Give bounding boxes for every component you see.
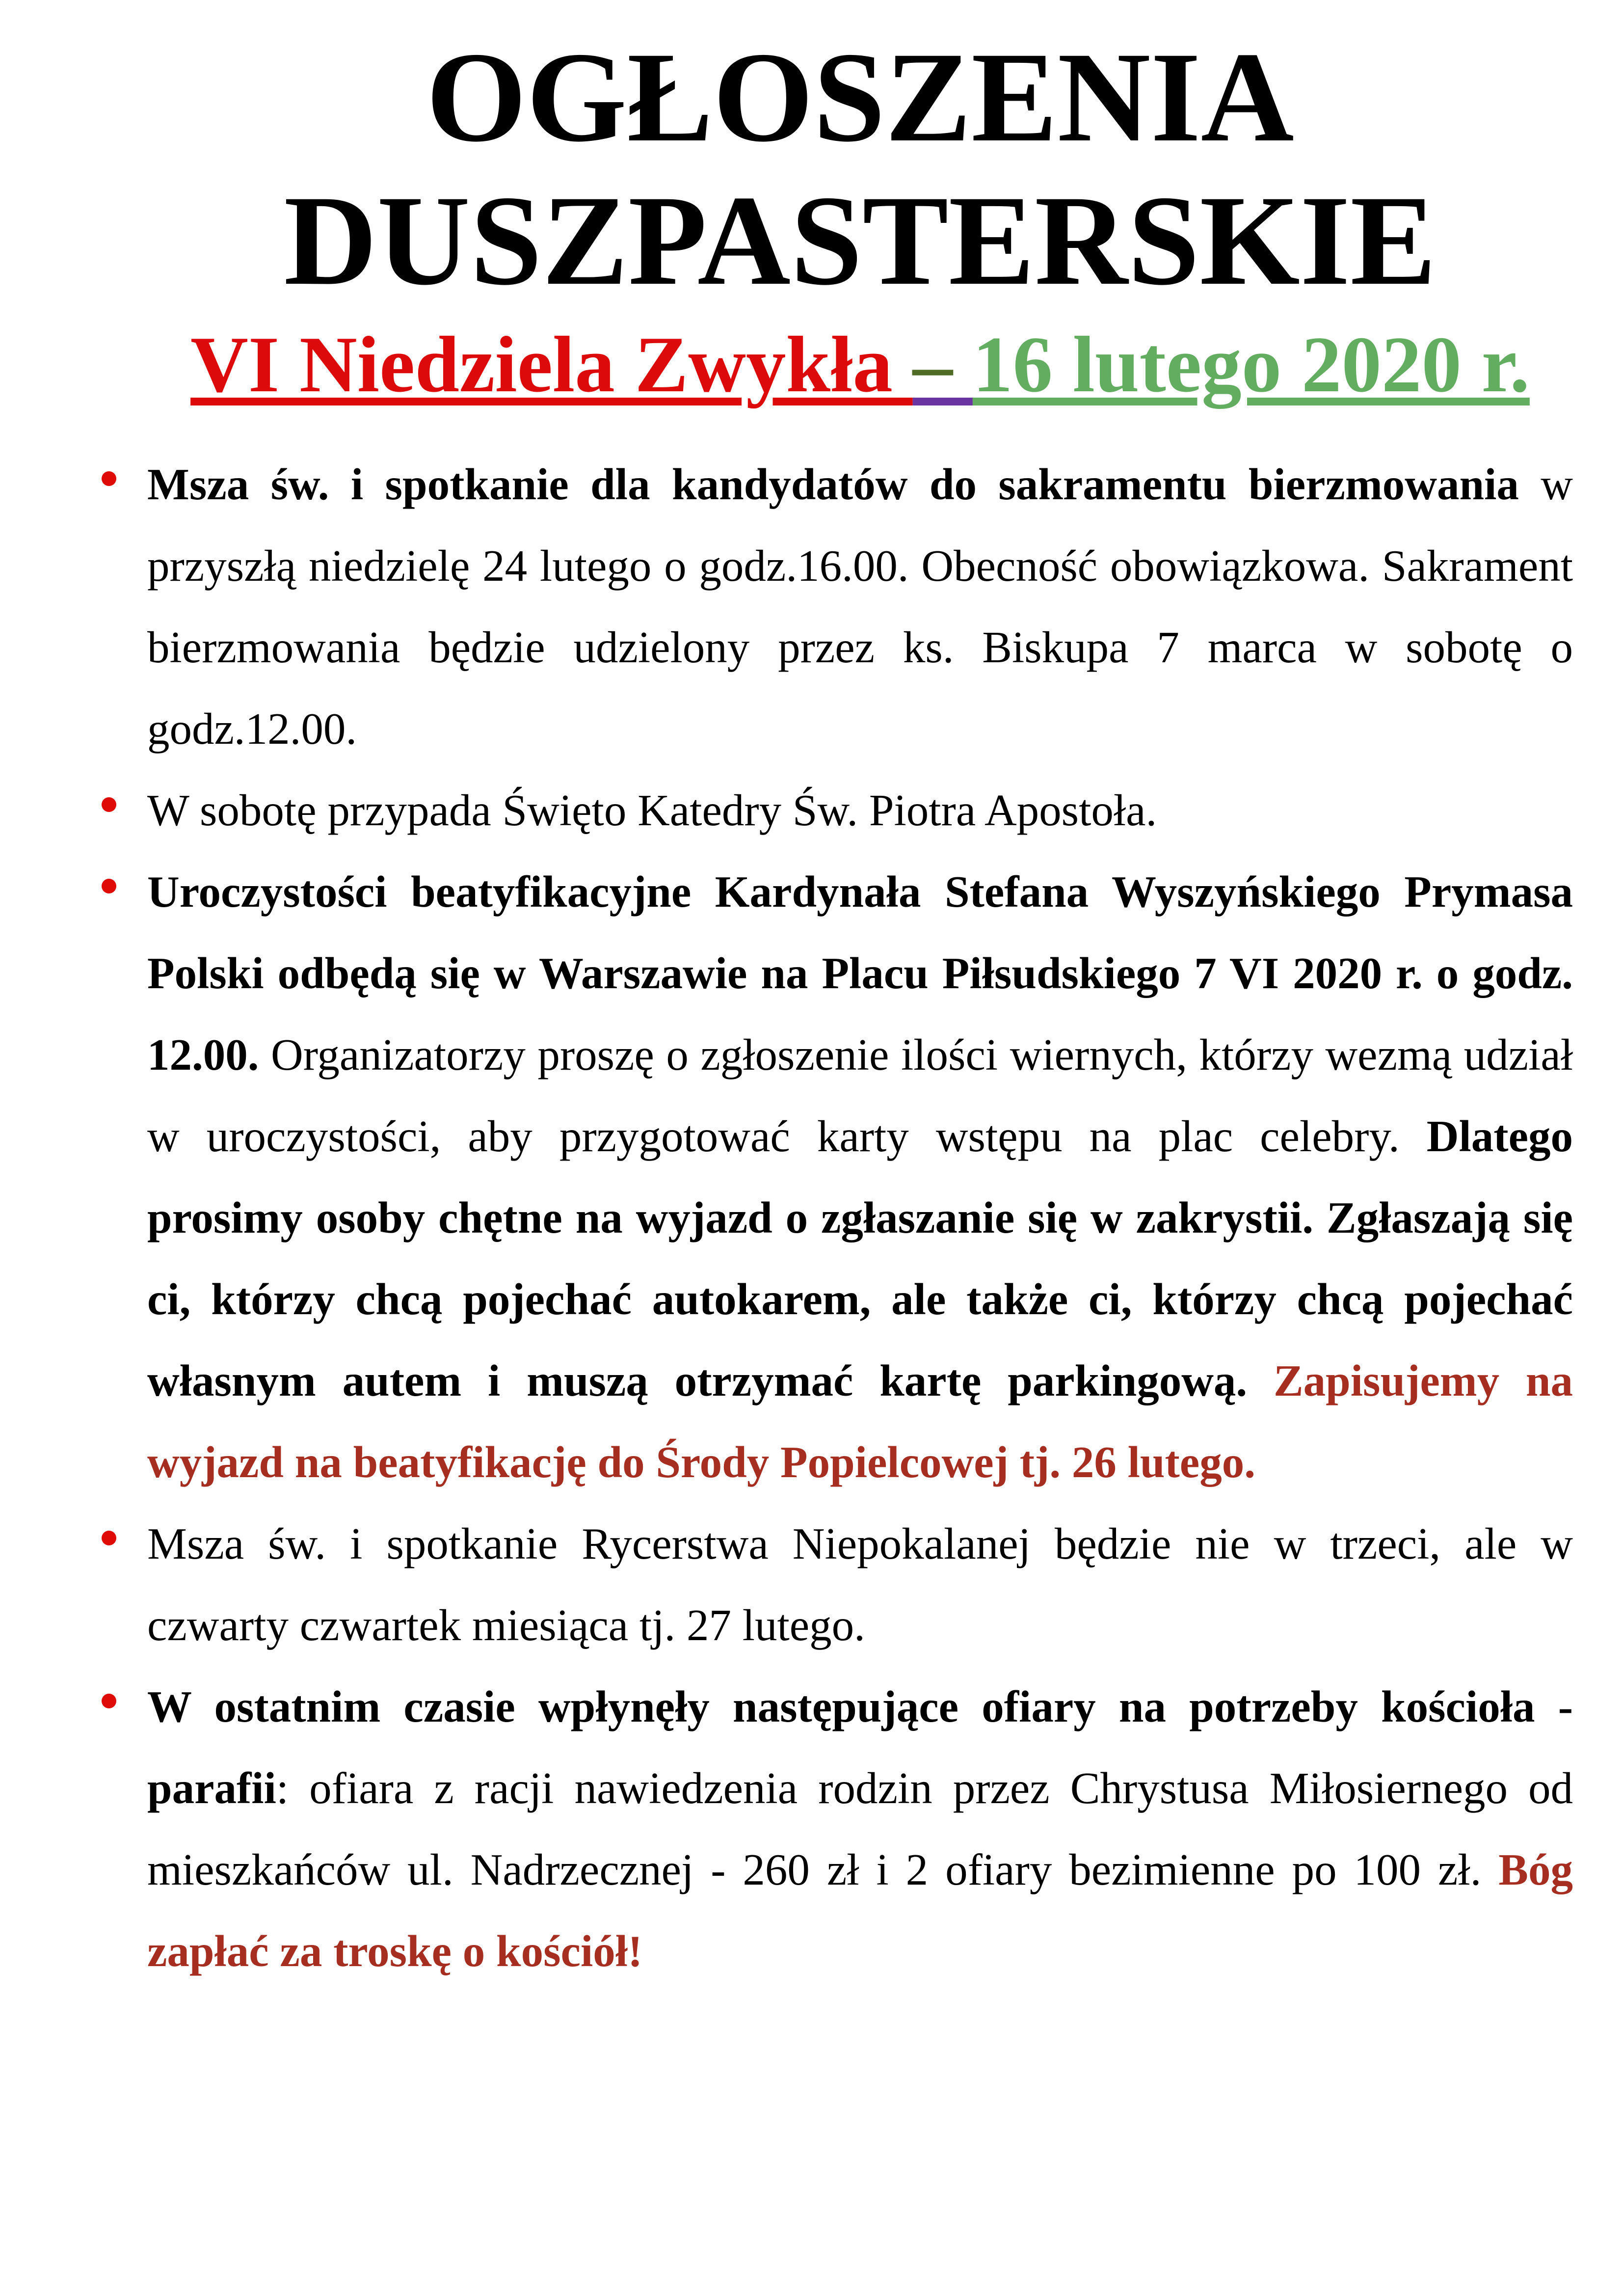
announcement-text-segment: W sobotę przypada Święto Katedry Św. Piotra Apostoła. [147,785,1157,835]
subtitle-separator-dash: – [912,321,973,409]
announcement-text-segment-highlight: Bóg zapłać za troskę o kościół! [147,1845,1573,1976]
announcement-text-segment: Organizatorzy proszę o zgłoszenie ilości wiernych, którzy wezmą udział w uroczystości, aby przygotować karty wstępu na plac celebry. [147,1030,1573,1161]
announcement-item-beatification [147,851,1573,1503]
announcement-item-donations [147,1666,1573,1992]
announcement-text-segment: Uroczystości beatyfikacyjne Kardynała Stefana Wyszyńskiego Prymasa Polski odbędą się w Warszawie na Placu Piłsudskiego 7 VI 2020 r. o godz. 12.00. [147,867,1573,1080]
announcement-text-segment: Msza św. i spotkanie Rycerstwa Niepokalanej będzie nie w trzeci, ale w czwarty czwartek miesiąca tj. 27 lutego. [147,1519,1573,1650]
announcement-text-segment: W ostatnim czasie wpłynęły następujące ofiary na potrzeby kościoła - parafii [147,1682,1573,1813]
subtitle-occasion: VI Niedziela Zwykła [190,321,913,409]
announcement-item-confirmation [147,444,1573,770]
subtitle [0,316,1623,413]
subtitle-date: 16 lutego 2020 r. [972,321,1530,409]
page-title-line1: OGŁOSZENIA [426,26,1294,168]
announcement-text-segment: Msza św. i spotkanie dla kandydatów do sakramentu bierzmowania [147,459,1519,509]
announcement-text-segment: w przyszłą niedzielę 24 lutego o godz.16.00. Obecność obowiązkowa. Sakrament bierzmowania będzie udzielony przez ks. Biskupa 7 marca w sobotę o godz.12.00. [147,459,1573,754]
page-title-line2: DUSZPASTERSKIE [284,169,1437,312]
announcements-list [0,444,1623,1992]
announcement-item-feast-of-chair-of-st-peter [147,770,1573,851]
page-title [0,0,1623,312]
announcement-item-knights-of-immaculata [147,1503,1573,1666]
announcement-text-segment: Dlatego prosimy osoby chętne na wyjazd o zgłaszanie się w zakrystii. Zgłaszają się ci, którzy chcą pojechać autokarem, ale także ci, którzy chcą pojechać własnym autem i muszą otrzymać kartę parkingową. [147,1111,1573,1405]
announcement-text-segment-highlight: Zapisujemy na wyjazd na beatyfikację do Środy Popielcowej tj. 26 lutego. [147,1356,1573,1487]
announcement-text-segment: : ofiara z racji nawiedzenia rodzin przez Chrystusa Miłosiernego od mieszkańców ul. Nadrzecznej - 260 zł i 2 ofiary bezimienne po 100 zł. [147,1763,1573,1894]
